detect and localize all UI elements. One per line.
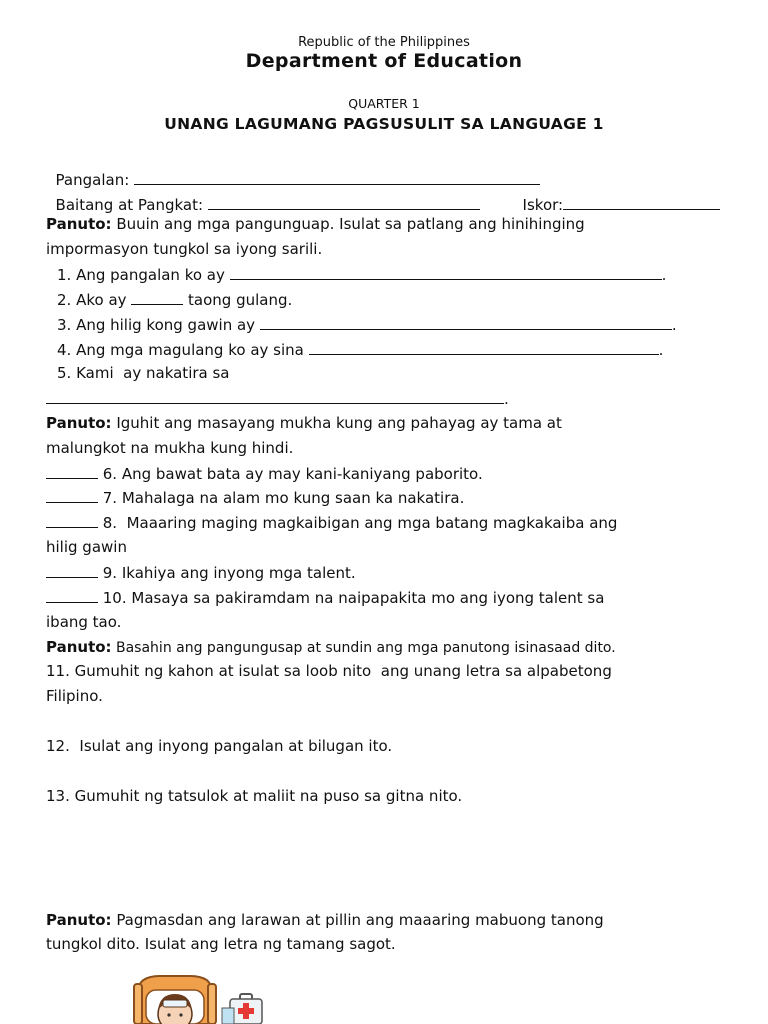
child-eye-right xyxy=(179,1013,182,1016)
panuto-label: Panuto: xyxy=(46,911,112,929)
score-field-row xyxy=(513,177,720,214)
item-end: . xyxy=(661,266,667,284)
item-1 xyxy=(57,265,666,284)
item-text: 7. Mahalaga na alam mo kung saan ka nakatira. xyxy=(98,489,465,507)
grade-field-row xyxy=(46,177,480,214)
item-5: 5. Kami ay nakatira sa xyxy=(57,364,230,382)
bed-post-right xyxy=(208,984,216,1024)
item-text: 1. Ang pangalan ko ay xyxy=(57,266,230,284)
item-end: . xyxy=(658,341,664,359)
medicine-box xyxy=(222,1008,234,1024)
sick-child-illustration xyxy=(130,970,270,1024)
item-8-cont: hilig gawin xyxy=(46,538,127,556)
kit-cross-h xyxy=(238,1008,254,1014)
item-4 xyxy=(57,340,663,359)
answer-blank[interactable] xyxy=(46,488,98,503)
section2-instruction xyxy=(46,414,562,432)
instruction-text: Basahin ang pangungusap at sundin ang mga panutong isinasaad dito. xyxy=(111,640,616,656)
answer-blank[interactable] xyxy=(260,315,672,330)
item-5-answer xyxy=(46,389,509,408)
score-label: Iskor: xyxy=(522,196,564,214)
panuto-label: Panuto: xyxy=(46,638,112,656)
forehead-towel xyxy=(163,1000,187,1007)
name-label: Pangalan: xyxy=(55,171,130,189)
item-9 xyxy=(46,563,356,582)
section3-instruction xyxy=(46,638,616,657)
republic-heading: Republic of the Philippines xyxy=(298,35,470,50)
answer-blank[interactable] xyxy=(46,464,98,479)
item-text: 10. Masaya sa pakiramdam na naipapakita mo ang iyong talent sa xyxy=(98,589,605,607)
section2-instruction-cont: malungkot na mukha kung hindi. xyxy=(46,439,294,457)
quarter-label: QUARTER 1 xyxy=(348,96,420,111)
item-text: 6. Ang bawat bata ay may kani-kaniyang paborito. xyxy=(98,465,483,483)
item-end: . xyxy=(504,390,509,408)
item-text: 4. Ang mga magulang ko ay sina xyxy=(57,341,309,359)
section4-instruction-cont: tungkol dito. Isulat ang letra ng tamang sagot. xyxy=(46,935,396,953)
item-end: . xyxy=(671,316,677,334)
answer-blank[interactable] xyxy=(46,389,504,404)
section1-instruction xyxy=(46,215,585,233)
item-10-cont: ibang tao. xyxy=(46,613,122,631)
instruction-text: Pagmasdan ang larawan at pillin ang maaaring mabuong tanong xyxy=(111,911,604,929)
exam-title: UNANG LAGUMANG PAGSUSULIT SA LANGUAGE 1 xyxy=(164,115,604,133)
item-10 xyxy=(46,588,604,607)
instruction-text: Buuin ang mga pangunguap. Isulat sa patlang ang hinihinging xyxy=(111,215,585,233)
item-11: 11. Gumuhit ng kahon at isulat sa loob nito ang unang letra sa alpabetong xyxy=(46,662,612,680)
item-6 xyxy=(46,464,483,483)
item-after: taong gulang. xyxy=(183,291,293,309)
item-8 xyxy=(46,513,617,532)
answer-blank[interactable] xyxy=(309,340,659,355)
item-text: 8. Maaaring maging magkaibigan ang mga batang magkakaiba ang xyxy=(98,514,618,532)
answer-blank[interactable] xyxy=(46,563,98,578)
child-eye-left xyxy=(167,1013,170,1016)
section4-instruction xyxy=(46,911,604,929)
score-blank[interactable] xyxy=(563,195,720,210)
answer-blank[interactable] xyxy=(46,513,98,528)
panuto-label: Panuto: xyxy=(46,414,112,432)
grade-blank[interactable] xyxy=(208,195,480,210)
answer-blank[interactable] xyxy=(230,265,662,280)
item-13: 13. Gumuhit ng tatsulok at maliit na puso sa gitna nito. xyxy=(46,787,463,805)
bed-post-left xyxy=(134,984,142,1024)
grade-label: Baitang at Pangkat: xyxy=(55,196,204,214)
item-text: 2. Ako ay xyxy=(57,291,132,309)
instruction-text: Iguhit ang masayang mukha kung ang pahayag ay tama at xyxy=(111,414,562,432)
answer-blank[interactable] xyxy=(46,588,98,603)
item-3 xyxy=(57,315,677,334)
item-text: 9. Ikahiya ang inyong mga talent. xyxy=(98,564,356,582)
item-7 xyxy=(46,488,464,507)
item-12: 12. Isulat ang inyong pangalan at bilugan ito. xyxy=(46,737,393,755)
answer-blank[interactable] xyxy=(131,290,183,305)
panuto-label: Panuto: xyxy=(46,215,112,233)
section1-instruction-cont: impormasyon tungkol sa iyong sarili. xyxy=(46,240,323,258)
department-heading: Department of Education xyxy=(245,50,523,72)
item-11-cont: Filipino. xyxy=(46,687,103,705)
item-text: 3. Ang hilig kong gawin ay xyxy=(57,316,260,334)
item-2 xyxy=(57,290,292,309)
